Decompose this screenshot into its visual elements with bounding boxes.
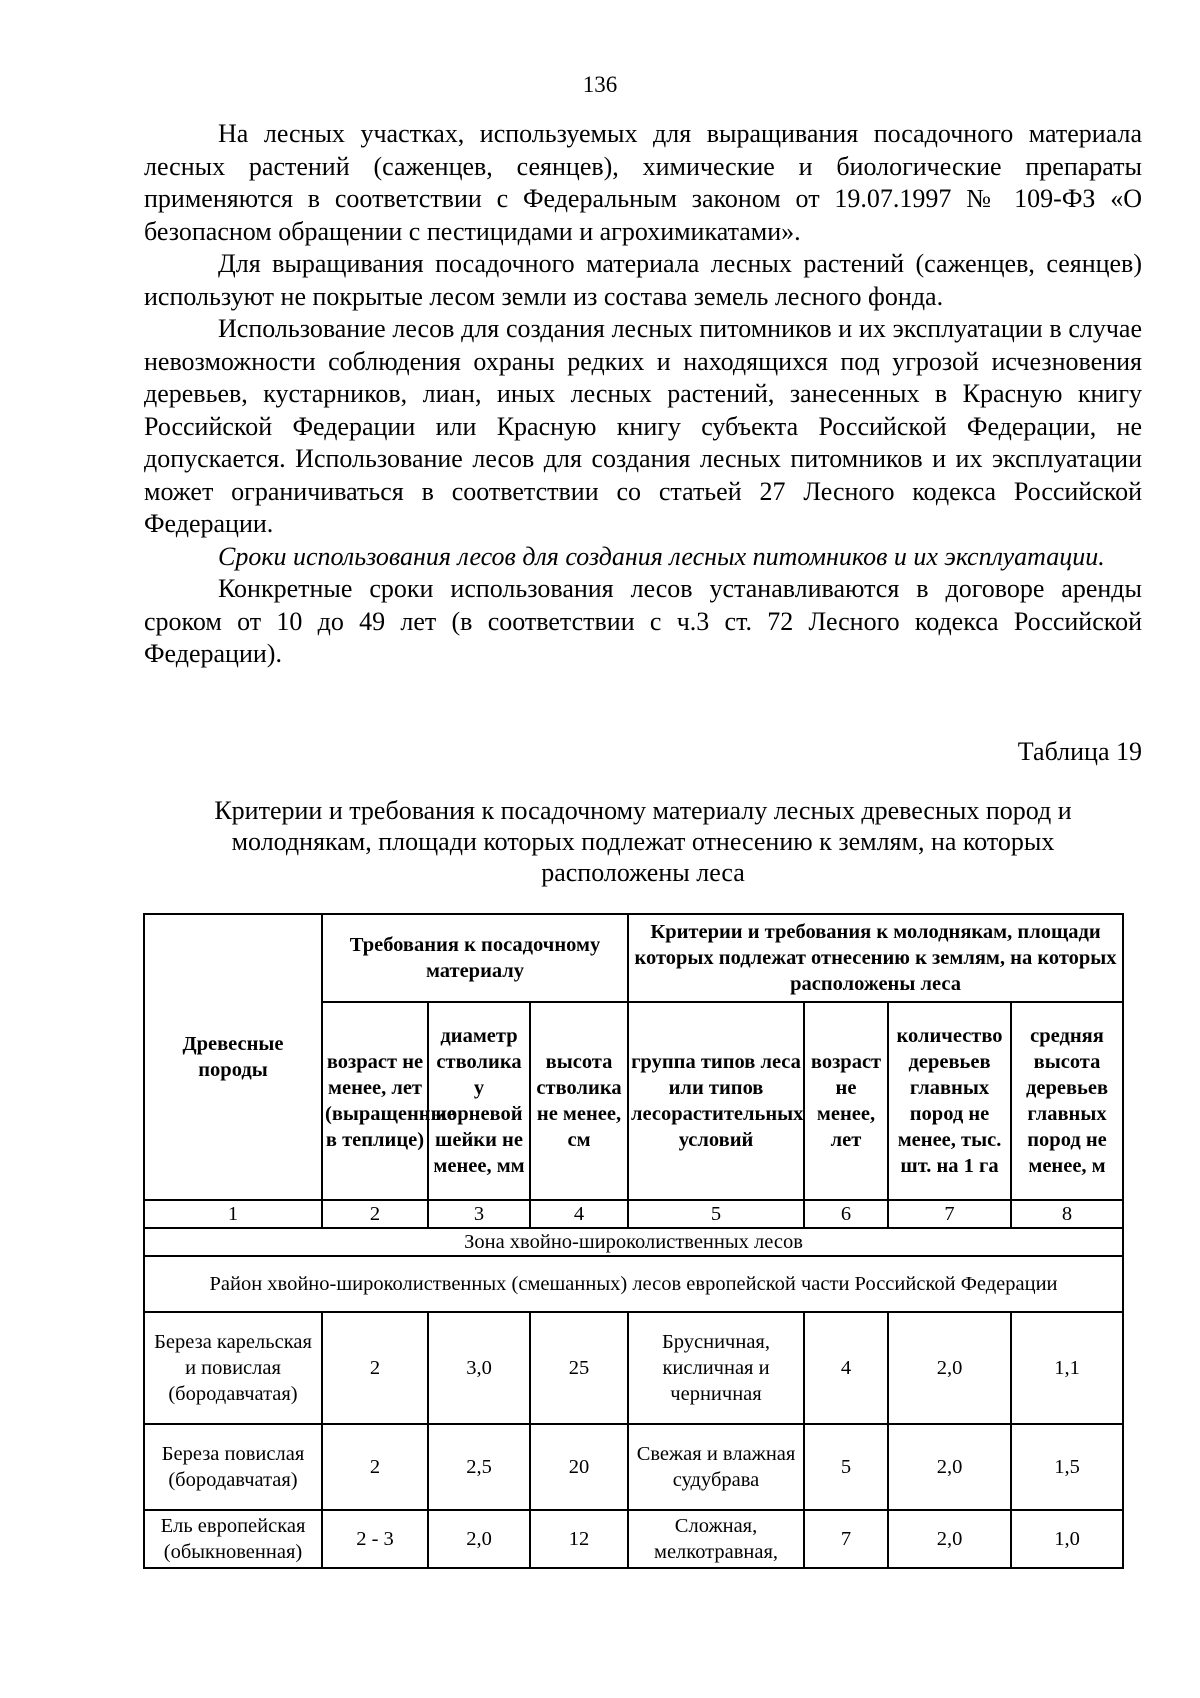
cell-tree-count: 2,0 — [888, 1510, 1011, 1568]
cell-species: Береза повислая (бородавчатая) — [144, 1424, 322, 1510]
header-height: высота стволика не менее, см — [530, 1002, 628, 1200]
cell-height: 25 — [530, 1312, 628, 1424]
cell-young-age: 7 — [804, 1510, 888, 1568]
header-species: Древесные породы — [144, 914, 322, 1200]
table-header-row — [144, 914, 1123, 1002]
cell-age: 2 — [322, 1312, 428, 1424]
cell-diameter: 2,5 — [428, 1424, 530, 1510]
cell-age: 2 — [322, 1424, 428, 1510]
column-number: 8 — [1011, 1200, 1123, 1228]
column-number: 7 — [888, 1200, 1011, 1228]
paragraph: Использование лесов для создания лесных питомников и их эксплуатации в случае невозможности соблюдения охраны редких и находящихся под угрозой исчезновения деревьев, кустарников, лиан, иных лесных растений, занесенных в Красную книгу Российской Федерации или Красную книгу субъекта Российской Федерации, не допускается. Использование лесов для создания лесных питомников и их эксплуатации может ограничиваться в соответствии со статьей 27 Лесного кодекса Российской Федерации. — [144, 314, 1142, 538]
header-forest-type: группа типов леса или типов лесорастительных условий — [628, 1002, 804, 1200]
cell-diameter: 3,0 — [428, 1312, 530, 1424]
table-label: Таблица 19 — [1017, 737, 1142, 766]
cell-forest-type: Сложная, мелкотравная, — [628, 1510, 804, 1568]
cell-young-age: 4 — [804, 1312, 888, 1424]
table-row — [144, 1424, 1123, 1510]
zone-row — [144, 1228, 1123, 1256]
header-planting-material: Требования к посадочному материалу — [322, 914, 628, 1002]
column-number: 4 — [530, 1200, 628, 1228]
paragraph: Для выращивания посадочного материала лесных растений (саженцев, сеянцев) используют не покрытые лесом земли из состава земель лесного фонда. — [144, 249, 1142, 311]
cell-avg-height: 1,5 — [1011, 1424, 1123, 1510]
criteria-table — [143, 913, 1124, 1569]
header-young-stands: Критерии и требования к молоднякам, площади которых подлежат отнесению к землям, на которых расположены леса — [628, 914, 1123, 1002]
zone-title: Зона хвойно-широколиственных лесов — [144, 1228, 1123, 1256]
column-number: 3 — [428, 1200, 530, 1228]
paragraph: Конкретные сроки использования лесов устанавливаются в договоре аренды сроком от 10 до 49 лет (в соответствии с ч.3 ст. 72 Лесного кодекса Российской Федерации). — [144, 574, 1142, 668]
table-title: Критерии и требования к посадочному материалу лесных древесных пород и молоднякам, площади которых подлежат отнесению к землям, на которых расположены леса — [214, 796, 1072, 887]
cell-young-age: 5 — [804, 1424, 888, 1510]
italic-subheading: Сроки использования лесов для создания лесных питомников и их эксплуатации. — [218, 541, 1105, 571]
table-row — [144, 1510, 1123, 1568]
column-number: 6 — [804, 1200, 888, 1228]
cell-species: Береза карельская и повислая (бородавчатая) — [144, 1312, 322, 1424]
header-diameter: диаметр стволика у корневой шейки не менее, мм — [428, 1002, 530, 1200]
column-number: 1 — [144, 1200, 322, 1228]
cell-diameter: 2,0 — [428, 1510, 530, 1568]
cell-tree-count: 2,0 — [888, 1424, 1011, 1510]
cell-height: 12 — [530, 1510, 628, 1568]
cell-height: 20 — [530, 1424, 628, 1510]
cell-avg-height: 1,1 — [1011, 1312, 1123, 1424]
header-age: возраст не менее, лет (выращенные в теплице) — [322, 1002, 428, 1200]
cell-avg-height: 1,0 — [1011, 1510, 1123, 1568]
column-number: 5 — [628, 1200, 804, 1228]
column-number: 2 — [322, 1200, 428, 1228]
cell-species: Ель европейская (обыкновенная) — [144, 1510, 322, 1568]
header-tree-count: количество деревьев главных пород не менее, тыс. шт. на 1 га — [888, 1002, 1011, 1200]
paragraph: На лесных участках, используемых для выращивания посадочного материала лесных растений (саженцев, сеянцев), химические и биологические препараты применяются в соответствии с Федеральным законом от 19.07.1997 № 109-ФЗ «О безопасном обращении с пестицидами и агрохимикатами». — [144, 119, 1142, 246]
header-avg-height: средняя высота деревьев главных пород не менее, м — [1011, 1002, 1123, 1200]
cell-age: 2 - 3 — [322, 1510, 428, 1568]
table-row — [144, 1312, 1123, 1424]
cell-forest-type: Брусничная, кисличная и черничная — [628, 1312, 804, 1424]
region-row — [144, 1256, 1123, 1312]
page-number: 136 — [582, 72, 618, 97]
region-title: Район хвойно-широколиственных (смешанных) лесов европейской части Российской Федерации — [144, 1256, 1123, 1312]
header-young-age: возраст не менее, лет — [804, 1002, 888, 1200]
body-text — [144, 118, 1142, 671]
cell-tree-count: 2,0 — [888, 1312, 1011, 1424]
cell-forest-type: Свежая и влажная судубрава — [628, 1424, 804, 1510]
column-number-row — [144, 1200, 1123, 1228]
